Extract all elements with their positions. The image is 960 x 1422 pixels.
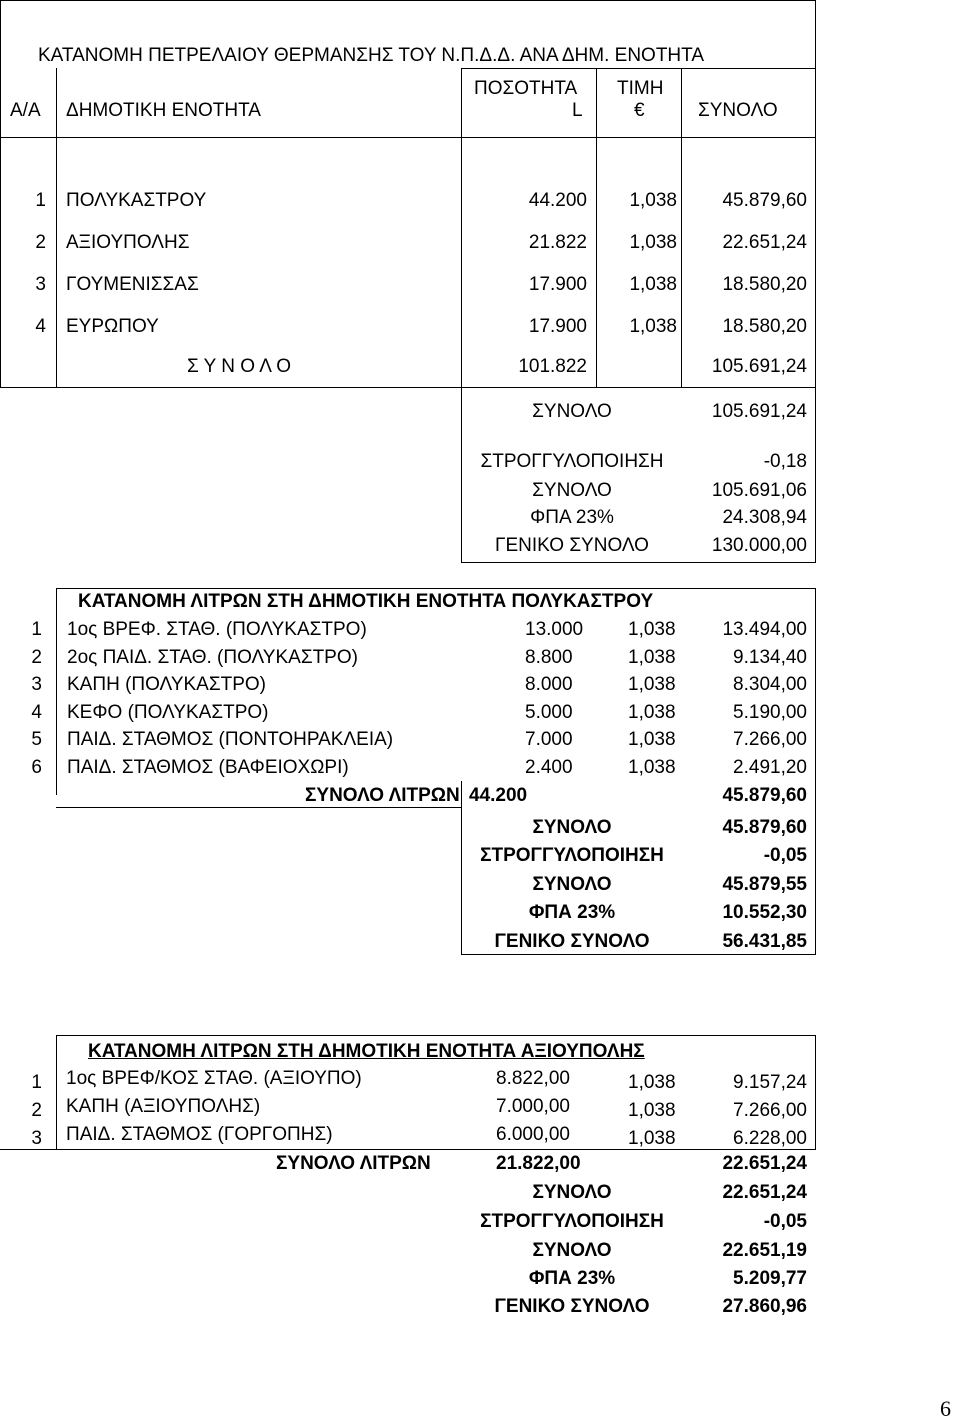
- table-row-qty: 17.900: [528, 274, 587, 295]
- summary-label: ΦΠΑ 23%: [528, 902, 616, 923]
- table-row-qty: 2.400: [525, 757, 573, 778]
- summary-value: 22.651,24: [722, 1182, 807, 1203]
- table-row-number: 1: [35, 190, 46, 211]
- table-row-qty: 21.822: [528, 232, 587, 253]
- table1-sum-total: 105.691,24: [711, 356, 807, 377]
- summary-label: ΓΕΝΙΚΟ ΣΥΝΟΛΟ: [495, 535, 649, 556]
- summary-label: ΣΥΝΟΛΟ: [532, 480, 612, 501]
- summary-label: ΣΥΝΟΛΟ: [532, 1182, 612, 1203]
- summary-label: ΣΤΡΟΓΓΥΛΟΠΟΙΗΣΗ: [480, 451, 664, 472]
- table3-sum-total: 22.651,24: [722, 1153, 807, 1174]
- summary-value: 105.691,24: [711, 401, 807, 422]
- table-row-qty: 44.200: [528, 190, 587, 211]
- table-row-number: 3: [31, 674, 42, 696]
- table2-sum-total: 45.879,60: [722, 785, 807, 806]
- table-row-name: 1ος ΒΡΕΦ/ΚΟΣ ΣΤΑΘ. (ΑΞΙΟΥΠΟ): [66, 1068, 362, 1089]
- table-row-number: 6: [31, 757, 42, 778]
- table-row-price: 1,038: [628, 757, 676, 778]
- summary-label: ΣΤΡΟΓΓΥΛΟΠΟΙΗΣΗ: [480, 1211, 664, 1232]
- table1-sum-label: Σ Υ Ν Ο Λ Ο: [187, 356, 291, 377]
- table-row-qty: 7.000: [525, 729, 573, 751]
- table-row-price: 1,038: [628, 646, 676, 668]
- table-row-qty: 17.900: [528, 316, 587, 337]
- summary-label: ΣΥΝΟΛΟ: [532, 1240, 612, 1261]
- table-row-qty: 5.000: [525, 701, 573, 723]
- table-row-total: 13.494,00: [722, 619, 807, 640]
- table-row-number: 5: [31, 729, 42, 751]
- summary-value: -0,18: [763, 451, 807, 472]
- table-row-total: 7.266,00: [733, 729, 807, 751]
- summary-label: ΓΕΝΙΚΟ ΣΥΝΟΛΟ: [494, 931, 650, 952]
- header-total: ΣΥΝΟΛΟ: [698, 100, 778, 121]
- table-row-name: ΓΟΥΜΕΝΙΣΣΑΣ: [66, 274, 199, 295]
- table-row-name: ΚΑΠΗ (ΑΞΙΟΥΠΟΛΗΣ): [66, 1096, 261, 1117]
- summary-value: 56.431,85: [722, 931, 807, 952]
- table-row-number: 3: [31, 1128, 42, 1149]
- summary-value: 22.651,19: [722, 1240, 807, 1261]
- summary-value: 10.552,30: [722, 902, 807, 923]
- summary-label: ΣΥΝΟΛΟ: [532, 874, 612, 895]
- summary-value: 130.000,00: [711, 535, 807, 556]
- table-row-price: 1,038: [628, 1100, 676, 1121]
- table-row-price: 1,038: [629, 316, 677, 337]
- table3-sum-label: ΣΥΝΟΛΟ ΛΙΤΡΩΝ: [276, 1153, 431, 1174]
- page-number: 6: [940, 1396, 951, 1421]
- table-row-total: 22.651,24: [722, 232, 807, 253]
- header-qty-unit: L: [572, 100, 583, 121]
- summary-value: -0,05: [763, 845, 807, 866]
- table-row-qty: 6.000,00: [496, 1124, 570, 1145]
- table-row-qty: 8.000: [525, 674, 573, 696]
- header-qty: ΠΟΣΟΤΗΤΑ: [474, 78, 578, 99]
- table-row-number: 4: [35, 316, 46, 337]
- summary-value: 27.860,96: [722, 1296, 807, 1317]
- table2-sum-qty: 44.200: [469, 785, 528, 806]
- table-row-name: 2ος ΠΑΙΔ. ΣΤΑΘ. (ΠΟΛΥΚΑΣΤΡΟ): [67, 646, 358, 668]
- table3-title: ΚΑΤΑΝΟΜΗ ΛΙΤΡΩΝ ΣΤΗ ΔΗΜΟΤΙΚΗ ΕΝΟΤΗΤΑ ΑΞΙΟΥΠΟΛΗΣ: [88, 1041, 645, 1062]
- page-title: ΚΑΤΑΝΟΜΗ ΠΕΤΡΕΛΑΙΟΥ ΘΕΡΜΑΝΣΗΣ ΤΟΥ Ν.Π.Δ.Δ. ΑΝΑ ΔΗΜ. ΕΝΟΤΗΤΑ: [38, 45, 705, 66]
- table-row-price: 1,038: [629, 274, 677, 295]
- table1-sum-qty: 101.822: [518, 356, 587, 377]
- summary-value: 24.308,94: [722, 507, 807, 528]
- table-row-name: ΠΑΙΔ. ΣΤΑΘΜΟΣ (ΠΟΝΤΟΗΡΑΚΛΕΙΑ): [67, 729, 394, 751]
- table-row-price: 1,038: [629, 190, 677, 211]
- table-row-number: 1: [31, 619, 42, 640]
- table-row-number: 4: [31, 701, 42, 723]
- summary-label: ΣΥΝΟΛΟ: [532, 817, 612, 838]
- table-row-total: 7.266,00: [733, 1100, 807, 1121]
- table-row-price: 1,038: [628, 1128, 676, 1149]
- table-row-name: ΕΥΡΩΠΟΥ: [66, 316, 159, 337]
- summary-value: 45.879,60: [722, 817, 807, 838]
- table-row-total: 9.157,24: [733, 1072, 807, 1093]
- table-row-name: ΠΑΙΔ. ΣΤΑΘΜΟΣ (ΒΑΦΕΙΟΧΩΡΙ): [67, 757, 349, 778]
- summary-label: ΣΥΝΟΛΟ: [532, 401, 612, 422]
- table-row-price: 1,038: [629, 232, 677, 253]
- table-row-qty: 8.800: [525, 646, 573, 668]
- header-aa: Α/Α: [10, 100, 41, 121]
- summary-label: ΣΤΡΟΓΓΥΛΟΠΟΙΗΣΗ: [480, 845, 664, 866]
- summary-label: ΦΠΑ 23%: [530, 507, 614, 528]
- table-row-number: 2: [35, 232, 46, 253]
- table-row-number: 3: [35, 274, 46, 295]
- table-row-total: 45.879,60: [722, 190, 807, 211]
- table-row-name: 1ος ΒΡΕΦ. ΣΤΑΘ. (ΠΟΛΥΚΑΣΤΡΟ): [67, 619, 367, 640]
- table-row-name: ΑΞΙΟΥΠΟΛΗΣ: [66, 232, 190, 253]
- table-row-name: ΚΑΠΗ (ΠΟΛΥΚΑΣΤΡΟ): [67, 674, 266, 696]
- table2-sum-label: ΣΥΝΟΛΟ ΛΙΤΡΩΝ: [305, 785, 460, 806]
- table-row-total: 5.190,00: [733, 701, 807, 723]
- table-row-name: ΠΟΛΥΚΑΣΤΡΟΥ: [66, 190, 207, 211]
- table-row-number: 1: [31, 1072, 42, 1093]
- table-row-number: 2: [31, 646, 42, 668]
- table-row-price: 1,038: [628, 701, 676, 723]
- table3-sum-qty: 21.822,00: [496, 1153, 581, 1174]
- table-row-total: 18.580,20: [722, 316, 807, 337]
- table-row-total: 8.304,00: [733, 674, 807, 696]
- table-row-total: 9.134,40: [733, 646, 807, 668]
- table-row-qty: 13.000: [525, 619, 584, 640]
- table-row-qty: 7.000,00: [496, 1096, 570, 1117]
- table-row-name: ΚΕΦΟ (ΠΟΛΥΚΑΣΤΡΟ): [67, 701, 269, 723]
- table-row-number: 2: [31, 1100, 42, 1121]
- summary-value: 45.879,55: [722, 874, 807, 895]
- summary-label: ΓΕΝΙΚΟ ΣΥΝΟΛΟ: [494, 1296, 650, 1317]
- table2-title: ΚΑΤΑΝΟΜΗ ΛΙΤΡΩΝ ΣΤΗ ΔΗΜΟΤΙΚΗ ΕΝΟΤΗΤΑ ΠΟΛΥΚΑΣΤΡΟΥ: [78, 591, 654, 612]
- header-price: ΤΙΜΗ: [617, 78, 664, 99]
- table-row-price: 1,038: [628, 1072, 676, 1093]
- summary-label: ΦΠΑ 23%: [528, 1268, 616, 1289]
- summary-value: 105.691,06: [711, 480, 807, 501]
- header-unit: ΔΗΜΟΤΙΚΗ ΕΝΟΤΗΤΑ: [66, 100, 261, 121]
- table-row-total: 2.491,20: [733, 757, 807, 778]
- header-price-unit: €: [634, 100, 645, 121]
- table-row-price: 1,038: [628, 619, 676, 640]
- table-row-name: ΠΑΙΔ. ΣΤΑΘΜΟΣ (ΓΟΡΓΟΠΗΣ): [66, 1124, 333, 1145]
- table-row-price: 1,038: [628, 674, 676, 696]
- table-row-total: 18.580,20: [722, 274, 807, 295]
- table-row-price: 1,038: [628, 729, 676, 751]
- table-row-qty: 8.822,00: [496, 1068, 570, 1089]
- table-row-total: 6.228,00: [733, 1128, 807, 1149]
- summary-value: -0,05: [763, 1211, 807, 1232]
- summary-value: 5.209,77: [733, 1268, 807, 1289]
